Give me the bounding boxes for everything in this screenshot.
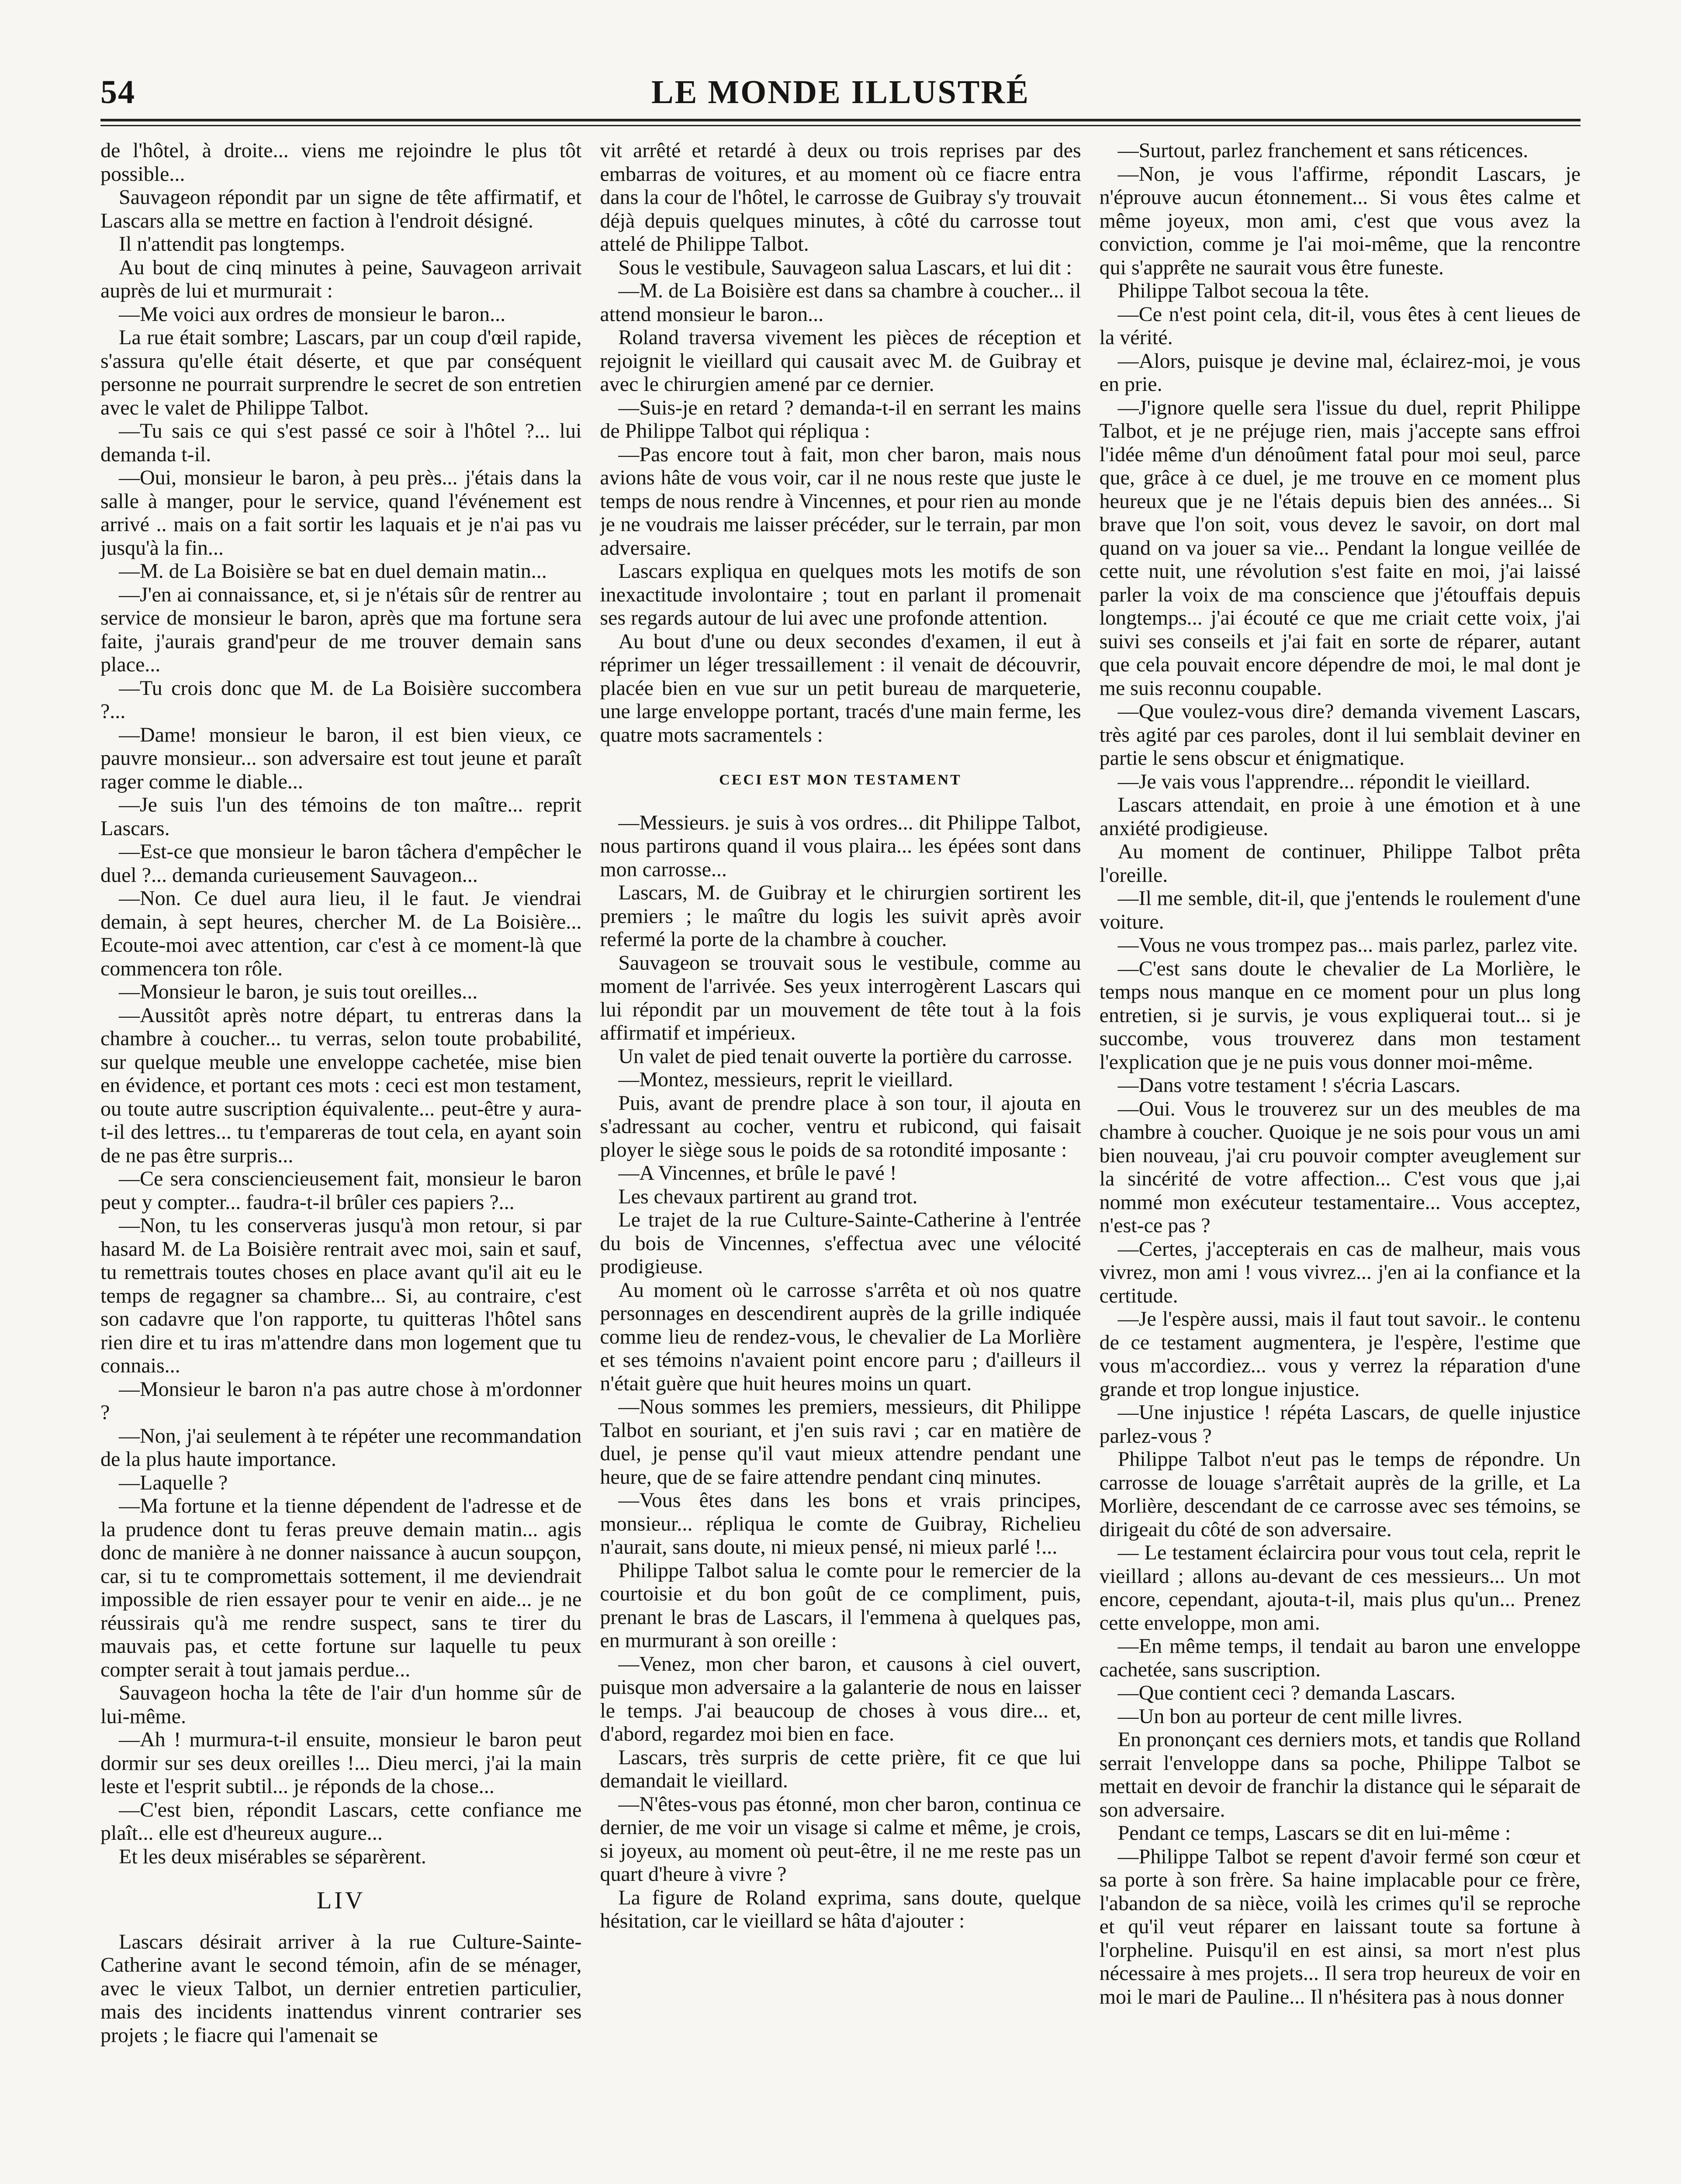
- paragraph: —Aussitôt après notre départ, tu entreras dans la chambre à coucher... tu verras, selon toute probabilité, sur quelque meuble une enveloppe cachetée, mise bien en évidence, et portant ces mots : ceci est mon testament, ou toute autre suscription équivalente... peut-être y aura-t-il des lettres... tu t'empareras de tout cela, en ayant soin de ne pas être surpris...: [100, 1003, 582, 1167]
- paragraph: Puis, avant de prendre place à son tour, il ajouta en s'adressant au cocher, ventru et rubicond, qui faisait ployer le siège sous le poids de sa rotondité imposante :: [600, 1091, 1081, 1161]
- page-number: 54: [100, 74, 135, 111]
- column-3: [1100, 139, 1581, 2184]
- paragraph: —Non, j'ai seulement à te répéter une recommandation de la plus haute importance.: [100, 1424, 582, 1471]
- paragraph: —C'est sans doute le chevalier de La Morlière, le temps nous manque en ce moment pour un plus long entretien, si je survis, je vous expliquerai tout... si je succombe, vous trouverez dans mon testament l'explication que je ne puis vous donner moi-même.: [1099, 957, 1581, 1074]
- paragraph: —Une injustice ! répéta Lascars, de quelle injustice parlez-vous ?: [1099, 1401, 1581, 1448]
- paragraph: —Montez, messieurs, reprit le vieillard.: [618, 1068, 953, 1091]
- paragraph: —Venez, mon cher baron, et causons à ciel ouvert, puisque mon adversaire a la galanterie de nous en laisser le temps. J'ai beaucoup de choses à vous dire... et, d'abord, regardez moi bien en face.: [600, 1652, 1081, 1745]
- paragraph: Au bout de cinq minutes à peine, Sauvageon arrivait auprès de lui et murmurait :: [100, 256, 582, 302]
- paragraph: —Un bon au porteur de cent mille livres.: [1117, 1704, 1463, 1728]
- paragraph: —En même temps, il tendait au baron une enveloppe cachetée, sans suscription.: [1099, 1635, 1581, 1681]
- paragraph: Sauvageon se trouvait sous le vestibule, comme au moment de l'arrivée. Ses yeux interrogèrent Lascars qui lui répondit par un mouvement de tête tout à la fois affirmatif et impérieux.: [600, 951, 1081, 1044]
- paragraph: La rue était sombre; Lascars, par un coup d'œil rapide, s'assura qu'elle était déserte, et que par conséquent personne ne pourrait surprendre le secret de son entretien avec le valet de Philippe Talbot.: [100, 326, 582, 419]
- paragraph: Philippe Talbot n'eut pas le temps de répondre. Un carrosse de louage s'arrêtait auprès de la grille, et La Morlière, descendant de ce carrosse avec ses témoins, se dirigeait du côté de son adversaire.: [1099, 1448, 1581, 1541]
- paragraph: Sauvageon hocha la tête de l'air d'un homme sûr de lui-même.: [100, 1681, 582, 1728]
- paragraph: —Non, je vous l'affirme, répondit Lascars, je n'éprouve aucun étonnement... Si vous êtes calme et même joyeux, mon ami, c'est que vous avez la conviction, comme je l'ai moi-même, que la rencontre qui s'apprête ne saurait vous être funeste.: [1099, 162, 1581, 279]
- paragraph: —J'ignore quelle sera l'issue du duel, reprit Philippe Talbot, et je ne préjuge rien, mais j'accepte sans effroi l'idée même d'un dénoûment fatal pour moi seul, parce que, grâce à ce duel, je me trouve en ce moment plus heureux que je ne l'étais depuis bien des années... Si brave que l'on soit, vous devez le savoir, on dort mal quand on va jouer sa vie... Pendant la longue veillée de cette nuit, une révolution s'est faite en moi, j'ai laissé parler la voix de ma conscience que j'étouffais depuis longtemps... j'ai écouté ce que me criait cette voix, j'ai suivi ses conseils et j'ai fait en sorte de réparer, autant que cela pouvait encore dépendre de moi, le mal dont je me suis reconnu coupable.: [1099, 396, 1581, 700]
- paragraph: Pendant ce temps, Lascars se dit en lui-même :: [1117, 1821, 1511, 1845]
- paragraph: —Que contient ceci ? demanda Lascars.: [1117, 1681, 1456, 1704]
- paragraph: —Certes, j'accepterais en cas de malheur, mais vous vivrez, mon ami ! vous vivrez... j'en ai la confiance et la certitude.: [1099, 1237, 1581, 1307]
- journal-title: LE MONDE ILLUSTRÉ: [651, 74, 1030, 111]
- paragraph: —Ce sera consciencieusement fait, monsieur le baron peut y compter... faudra-t-il brûler ces papiers ?...: [100, 1167, 582, 1214]
- testament-heading: CECI EST MON TESTAMENT: [719, 772, 962, 788]
- chapter-heading: LIV: [317, 1887, 366, 1914]
- paragraph: —M. de La Boisière est dans sa chambre à coucher... il attend monsieur le baron...: [600, 279, 1081, 326]
- paragraph: —Ma fortune et la tienne dépendent de l'adresse et de la prudence dont tu feras preuve demain matin... agis donc de manière à ne donner naissance à aucun soupçon, car, si tu te compromettais sottement, il me deviendrait impossible de rien essayer pour te venir en aide... je ne réussirais qu'à me rendre suspect, sans te tirer du mauvais pas, et cette fortune sur laquelle tu peux compter serait à tout jamais perdue...: [100, 1494, 582, 1681]
- paragraph: —Non, tu les conserveras jusqu'à mon retour, si par hasard M. de La Boisière rentrait avec moi, sain et sauf, tu remettrais toutes choses en place avant qu'il ait eu le temps de regagner sa chambre... Si, au contraire, c'est son cadavre que l'on rapporte, tu quitteras l'hôtel sans rien dire et tu iras m'attendre dans mon logement que tu connais...: [100, 1214, 582, 1377]
- paragraph: Philippe Talbot secoua la tête.: [1117, 279, 1370, 302]
- paragraph: Lascars expliqua en quelques mots les motifs de son inexactitude involontaire ; tout en parlant il promenait ses regards autour de lui avec une profonde attention.: [600, 560, 1081, 629]
- paragraph: —Me voici aux ordres de monsieur le baron...: [119, 302, 506, 326]
- paragraph: —Nous sommes les premiers, messieurs, dit Philippe Talbot en souriant, et j'en suis ravi ; car en matière de duel, je pense qu'il vaut mieux attendre pendant une heure, que de se faire attendre pendant cinq minutes.: [600, 1395, 1081, 1489]
- paragraph: —Surtout, parlez franchement et sans réticences.: [1117, 139, 1529, 162]
- paragraph: Roland traversa vivement les pièces de réception et rejoignit le vieillard qui causait avec M. de Guibray et avec le chirurgien amené par ce dernier.: [600, 326, 1081, 396]
- paragraph: —Monsieur le baron n'a pas autre chose à m'ordonner ?: [100, 1377, 582, 1424]
- paragraph: —C'est bien, répondit Lascars, cette confiance me plaît... elle est d'heureux augure...: [100, 1798, 582, 1845]
- paragraph: Et les deux misérables se séparèrent.: [119, 1845, 426, 1868]
- paragraph: Philippe Talbot salua le comte pour le remercier de la courtoisie et du bon goût de ce compliment, puis, prenant le bras de Lascars, il l'emmena à quelques pas, en murmurant à son oreille :: [600, 1559, 1081, 1652]
- paragraph: Lascars attendait, en proie à une émotion et à une anxiété prodigieuse.: [1099, 793, 1581, 840]
- paragraph: vit arrêté et retardé à deux ou trois reprises par des embarras de voitures, et au moment où ce fiacre entra dans la cour de l'hôtel, le carrosse de Guibray s'y trouvait déjà depuis quelques minutes, à côté du carrosse tout attelé de Philippe Talbot.: [600, 139, 1081, 256]
- paragraph: Au bout d'une ou deux secondes d'examen, il eut à réprimer un léger tressaillement : il venait de découvrir, placée bien en vue sur un petit bureau de marqueterie, une large enveloppe portant, tracés d'une main ferme, les quatre mots sacramentels :: [600, 629, 1081, 746]
- paragraph: —Tu crois donc que M. de La Boisière succombera ?...: [100, 676, 582, 723]
- paragraph: En prononçant ces derniers mots, et tandis que Rolland serrait l'enveloppe dans sa poche, Philippe Talbot se mettait en devoir de franchir la distance qui le séparait de son adversaire.: [1099, 1728, 1581, 1821]
- header-rule: [100, 119, 1581, 121]
- paragraph: —Je vais vous l'apprendre... répondit le vieillard.: [1117, 770, 1531, 793]
- paragraph: —Ce n'est point cela, dit-il, vous êtes à cent lieues de la vérité.: [1099, 302, 1581, 349]
- paragraph: Lascars, M. de Guibray et le chirurgien sortirent les premiers ; le maître du logis les suivit après avoir refermé la porte de la chambre à coucher.: [600, 881, 1081, 951]
- paragraph: —Philippe Talbot se repent d'avoir fermé son cœur et sa porte à son frère. Sa haine implacable pour ce frère, l'abandon de sa nièce, voilà les crimes qu'il se reproche et qu'il veut réparer en laissant toute sa fortune à l'orpheline. Puisqu'il en est ainsi, sa mort n'est plus nécessaire à mes projets... Il sera trop heureux de voir en moi le mari de Pauline... Il n'hésitera pas à nous donner: [1099, 1845, 1581, 2008]
- paragraph: Il n'attendit pas longtemps.: [119, 232, 345, 256]
- paragraph: —M. de La Boisière se bat en duel demain matin...: [119, 560, 547, 583]
- header-rule-thin: [100, 125, 1581, 126]
- paragraph: —Vous ne vous trompez pas... mais parlez, parlez vite.: [1117, 933, 1578, 957]
- paragraph: —Oui. Vous le trouverez sur un des meubles de ma chambre à coucher. Quoique je ne sois pour vous un ami bien nouveau, j'ai cru pouvoir compter aveuglement sur la sincérité de votre affection... C'est vous que j,ai nommé mon exécuteur testamentaire... Vous acceptez, n'est-ce pas ?: [1099, 1097, 1581, 1237]
- paragraph: —A Vincennes, et brûle le pavé !: [618, 1161, 897, 1185]
- paragraph: La figure de Roland exprima, sans doute, quelque hésitation, car le vieillard se hâta d'ajouter :: [600, 1886, 1081, 1932]
- paragraph: —Vous êtes dans les bons et vrais principes, monsieur... répliqua le comte de Guibray, Richelieu n'aurait, sans doute, ni mieux pensé, ni mieux parlé !...: [600, 1489, 1081, 1559]
- column-1: [100, 139, 581, 2184]
- paragraph: —Alors, puisque je devine mal, éclairez-moi, je vous en prie.: [1099, 349, 1581, 396]
- paragraph: de l'hôtel, à droite... viens me rejoindre le plus tôt possible...: [100, 139, 582, 186]
- paragraph: —Dans votre testament ! s'écria Lascars.: [1117, 1074, 1460, 1097]
- paragraph: —Monsieur le baron, je suis tout oreilles...: [119, 980, 478, 1003]
- paragraph: —N'êtes-vous pas étonné, mon cher baron, continua ce dernier, de me voir un visage si calme et même, je crois, si joyeux, au moment où peut-être, il ne me reste pas un quart d'heure à vivre ?: [600, 1792, 1081, 1886]
- paragraph: —Oui, monsieur le baron, à peu près... j'étais dans la salle à manger, pour le service, quand l'événement est arrivé .. mais on a fait sortir les laquais et je n'ai pas vu jusqu'à la fin...: [100, 466, 582, 560]
- paragraph: Au moment de continuer, Philippe Talbot prêta l'oreille.: [1099, 840, 1581, 887]
- paragraph: Un valet de pied tenait ouverte la portière du carrosse.: [618, 1044, 1072, 1068]
- paragraph: —Il me semble, dit-il, que j'entends le roulement d'une voiture.: [1099, 887, 1581, 933]
- paragraph: —Messieurs. je suis à vos ordres... dit Philippe Talbot, nous partirons quand il vous plaira... les épées sont dans mon carrosse...: [600, 811, 1081, 881]
- paragraph: Au moment où le carrosse s'arrêta et où nos quatre personnages en descendirent auprès de la grille indiquée comme lieu de rendez-vous, le chevalier de La Morlière et ses témoins n'avaient point encore paru ; d'ailleurs il n'était guère que huit heures moins un quart.: [600, 1278, 1081, 1395]
- paragraph: —Non. Ce duel aura lieu, il le faut. Je viendrai demain, à sept heures, chercher M. de La Boisière... Ecoute-moi avec attention, car c'est à ce moment-là que commencera ton rôle.: [100, 887, 582, 980]
- paragraph: — Le testament éclaircira pour vous tout cela, reprit le vieillard ; allons au-devant de ces messieurs... Un mot encore, cependant, ajouta-t-il, mais plus qu'un... Prenez cette enveloppe, mon ami.: [1099, 1541, 1581, 1635]
- paragraph: —Suis-je en retard ? demanda-t-il en serrant les mains de Philippe Talbot qui répliqua :: [600, 396, 1081, 442]
- paragraph: Lascars désirait arriver à la rue Culture-Sainte-Catherine avant le second témoin, afin de se ménager, avec le vieux Talbot, un dernier entretien particulier, mais des incidents inattendus vinrent contrarier ses projets ; le fiacre qui l'amenait se: [100, 1930, 582, 2047]
- paragraph: —Tu sais ce qui s'est passé ce soir à l'hôtel ?... lui demanda t-il.: [100, 419, 582, 466]
- paragraph: Les chevaux partirent au grand trot.: [618, 1185, 918, 1208]
- paragraph: Lascars, très surpris de cette prière, fit ce que lui demandait le vieillard.: [600, 1745, 1081, 1792]
- paragraph: Sauvageon répondit par un signe de tête affirmatif, et Lascars alla se mettre en faction à l'endroit désigné.: [100, 186, 582, 232]
- paragraph: —J'en ai connaissance, et, si je n'étais sûr de rentrer au service de monsieur le baron, après que ma fortune sera faite, j'aurais grand'peur de me trouver demain sans place...: [100, 583, 582, 676]
- paragraph: —Je suis l'un des témoins de ton maître... reprit Lascars.: [100, 793, 582, 840]
- page-header: [100, 0, 1581, 124]
- paragraph: —Laquelle ?: [119, 1471, 228, 1494]
- paragraph: —Dame! monsieur le baron, il est bien vieux, ce pauvre monsieur... son adversaire est tout jeune et paraît rager comme le diable...: [100, 723, 582, 793]
- paragraph: —Est-ce que monsieur le baron tâchera d'empêcher le duel ?... demanda curieusement Sauvageon...: [100, 840, 582, 887]
- paragraph: —Ah ! murmura-t-il ensuite, monsieur le baron peut dormir sur ses deux oreilles !... Dieu merci, j'ai la main leste et l'esprit subtil... je réponds de la chose...: [100, 1728, 582, 1798]
- text-columns: [100, 139, 1581, 2184]
- paragraph: —Pas encore tout à fait, mon cher baron, mais nous avions hâte de vous voir, car il ne nous reste que juste le temps de nous rendre à Vincennes, et pour rien au monde je ne voudrais me laisser précéder, sur le terrain, par mon adversaire.: [600, 442, 1081, 560]
- paragraph: Sous le vestibule, Sauvageon salua Lascars, et lui dit :: [618, 256, 1072, 279]
- paragraph: —Je l'espère aussi, mais il faut tout savoir.. le contenu de ce testament augmentera, je l'espère, l'estime que vous m'accordiez... vous y verrez la réparation d'une grande et trop longue injustice.: [1099, 1307, 1581, 1401]
- column-2: [600, 139, 1081, 2184]
- paragraph: —Que voulez-vous dire? demanda vivement Lascars, très agité par ces paroles, dont il lui semblait deviner en partie le sens obscur et énigmatique.: [1099, 700, 1581, 770]
- paragraph: Le trajet de la rue Culture-Sainte-Catherine à l'entrée du bois de Vincennes, s'effectua avec une vélocité prodigieuse.: [600, 1208, 1081, 1278]
